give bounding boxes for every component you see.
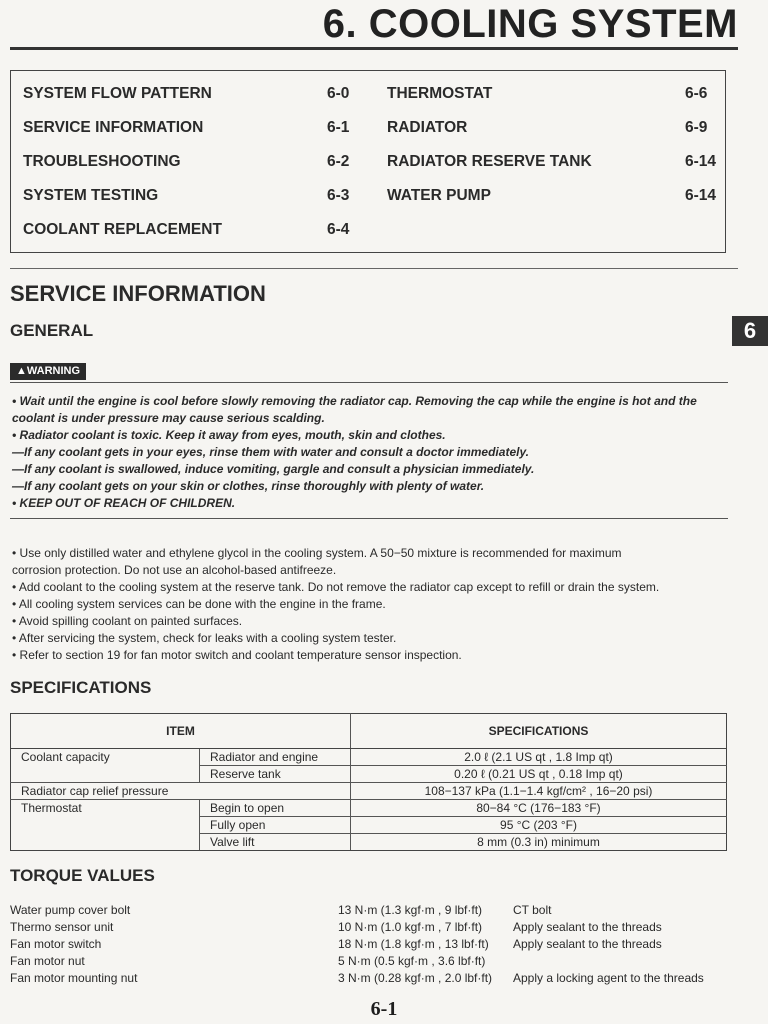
warning-rule-top [10, 382, 728, 383]
warning-line: • Wait until the engine is cool before slowly removing the radiator cap. Removing the cap while the engine is hot and the [12, 394, 697, 408]
table-header-row [11, 714, 727, 749]
torque-note: CT bolt [513, 903, 552, 917]
toc-item[interactable]: WATER PUMP [387, 187, 491, 204]
table-of-contents [10, 70, 726, 253]
note-line: • Avoid spilling coolant on painted surfaces. [12, 614, 243, 628]
torque-item: Thermo sensor unit [10, 920, 114, 934]
spec-item: Coolant capacity [11, 749, 200, 766]
note-line: • Add coolant to the cooling system at the reserve tank. Do not remove the radiator cap except to refill or drain the system. [12, 580, 660, 594]
toc-page: 6-1 [327, 119, 350, 136]
general-heading: GENERAL [10, 321, 94, 340]
torque-value: 10 N·m (1.0 kgf·m , 7 lbf·ft) [338, 920, 483, 934]
toc-page: 6-14 [685, 187, 717, 204]
toc-item[interactable]: THERMOSTAT [387, 85, 493, 102]
spec-value: 108−137 kPa (1.1−1.4 kgf/cm² , 16−20 psi) [351, 783, 727, 800]
toc-page: 6-2 [327, 153, 350, 170]
spec-subitem: Valve lift [200, 834, 351, 851]
spec-value: 95 °C (203 °F) [351, 817, 727, 834]
torque-item: Water pump cover bolt [10, 903, 131, 917]
toc-item[interactable]: SERVICE INFORMATION [23, 119, 204, 136]
torque-note: Apply sealant to the threads [513, 920, 662, 934]
torque-values [338, 902, 492, 987]
torque-notes [513, 902, 704, 987]
section-title: SERVICE INFORMATION [10, 281, 266, 306]
specifications-heading: SPECIFICATIONS [10, 678, 152, 697]
torque-value: 13 N·m (1.3 kgf·m , 9 lbf·ft) [338, 903, 483, 917]
warning-list [12, 393, 732, 512]
note-line: • Refer to section 19 for fan motor switch and coolant temperature sensor inspection. [12, 648, 462, 662]
warning-line: • KEEP OUT OF REACH OF CHILDREN. [12, 496, 236, 510]
section-rule [10, 268, 738, 269]
warning-rule-bottom [10, 518, 728, 519]
table-row [11, 783, 727, 800]
specifications-table [10, 713, 727, 851]
table-row [11, 749, 727, 766]
spec-value: 2.0 ℓ (2.1 US qt , 1.8 Imp qt) [351, 749, 727, 766]
page-number: 6-1 [370, 998, 398, 1020]
spec-value: 80−84 °C (176−183 °F) [351, 800, 727, 817]
torque-item: Fan motor switch [10, 937, 102, 951]
torque-item: Fan motor nut [10, 954, 85, 968]
warning-line: —If any coolant gets on your skin or clothes, rinse thoroughly with plenty of water. [12, 479, 485, 493]
warning-line: coolant is under pressure may cause serious scalding. [12, 411, 325, 425]
spec-value: 0.20 ℓ (0.21 US qt , 0.18 Imp qt) [351, 766, 727, 783]
torque-note: Apply sealant to the threads [513, 937, 662, 951]
warning-line: —If any coolant gets in your eyes, rinse them with water and consult a doctor immediately. [12, 445, 530, 459]
torque-value: 3 N·m (0.28 kgf·m , 2.0 lbf·ft) [338, 971, 493, 985]
toc-page: 6-4 [327, 221, 350, 238]
torque-note [513, 953, 704, 970]
warning-line: —If any coolant is swallowed, induce vomiting, gargle and consult a physician immediately. [12, 462, 535, 476]
chapter-tab: 6 [732, 316, 768, 346]
toc-page: 6-9 [685, 119, 708, 136]
toc-item[interactable]: COOLANT REPLACEMENT [23, 221, 222, 238]
spec-item [11, 766, 200, 783]
torque-value: 5 N·m (0.5 kgf·m , 3.6 lbf·ft) [338, 954, 486, 968]
torque-heading: TORQUE VALUES [10, 866, 155, 885]
table-row [11, 834, 727, 851]
spec-subitem: Begin to open [200, 800, 351, 817]
toc-page: 6-14 [685, 153, 717, 170]
note-line: • Use only distilled water and ethylene glycol in the cooling system. A 50−50 mixture is recommended for maximum [12, 546, 622, 560]
chapter-title: 6. COOLING SYSTEM [322, 2, 738, 46]
toc-page: 6-0 [327, 85, 350, 102]
column-header-spec: SPECIFICATIONS [351, 714, 727, 749]
spec-item [11, 834, 200, 851]
toc-item[interactable]: SYSTEM FLOW PATTERN [23, 85, 212, 102]
spec-item: Radiator cap relief pressure [11, 783, 351, 800]
note-line: • All cooling system services can be done with the engine in the frame. [12, 597, 386, 611]
toc-item[interactable]: SYSTEM TESTING [23, 187, 159, 204]
torque-item: Fan motor mounting nut [10, 971, 138, 985]
spec-subitem: Reserve tank [200, 766, 351, 783]
title-rule [10, 47, 738, 50]
note-line: • After servicing the system, check for leaks with a cooling system tester. [12, 631, 397, 645]
toc-page: 6-3 [327, 187, 350, 204]
spec-item [11, 817, 200, 834]
toc-page: 6-6 [685, 85, 708, 102]
torque-items [10, 902, 137, 987]
warning-badge: ▲WARNING [10, 363, 86, 380]
table-row [11, 817, 727, 834]
toc-item[interactable]: TROUBLESHOOTING [23, 153, 181, 170]
torque-note: Apply a locking agent to the threads [513, 971, 704, 985]
table-row [11, 766, 727, 783]
spec-value: 8 mm (0.3 in) minimum [351, 834, 727, 851]
warning-line: • Radiator coolant is toxic. Keep it away from eyes, mouth, skin and clothes. [12, 428, 446, 442]
service-notes [12, 545, 732, 664]
spec-subitem: Fully open [200, 817, 351, 834]
spec-subitem: Radiator and engine [200, 749, 351, 766]
toc-item[interactable]: RADIATOR [387, 119, 468, 136]
note-line: corrosion protection. Do not use an alcohol-based antifreeze. [12, 563, 337, 577]
column-header-item: ITEM [11, 714, 351, 749]
torque-value: 18 N·m (1.8 kgf·m , 13 lbf·ft) [338, 937, 489, 951]
toc-item[interactable]: RADIATOR RESERVE TANK [387, 153, 592, 170]
spec-item: Thermostat [11, 800, 200, 817]
table-row [11, 800, 727, 817]
